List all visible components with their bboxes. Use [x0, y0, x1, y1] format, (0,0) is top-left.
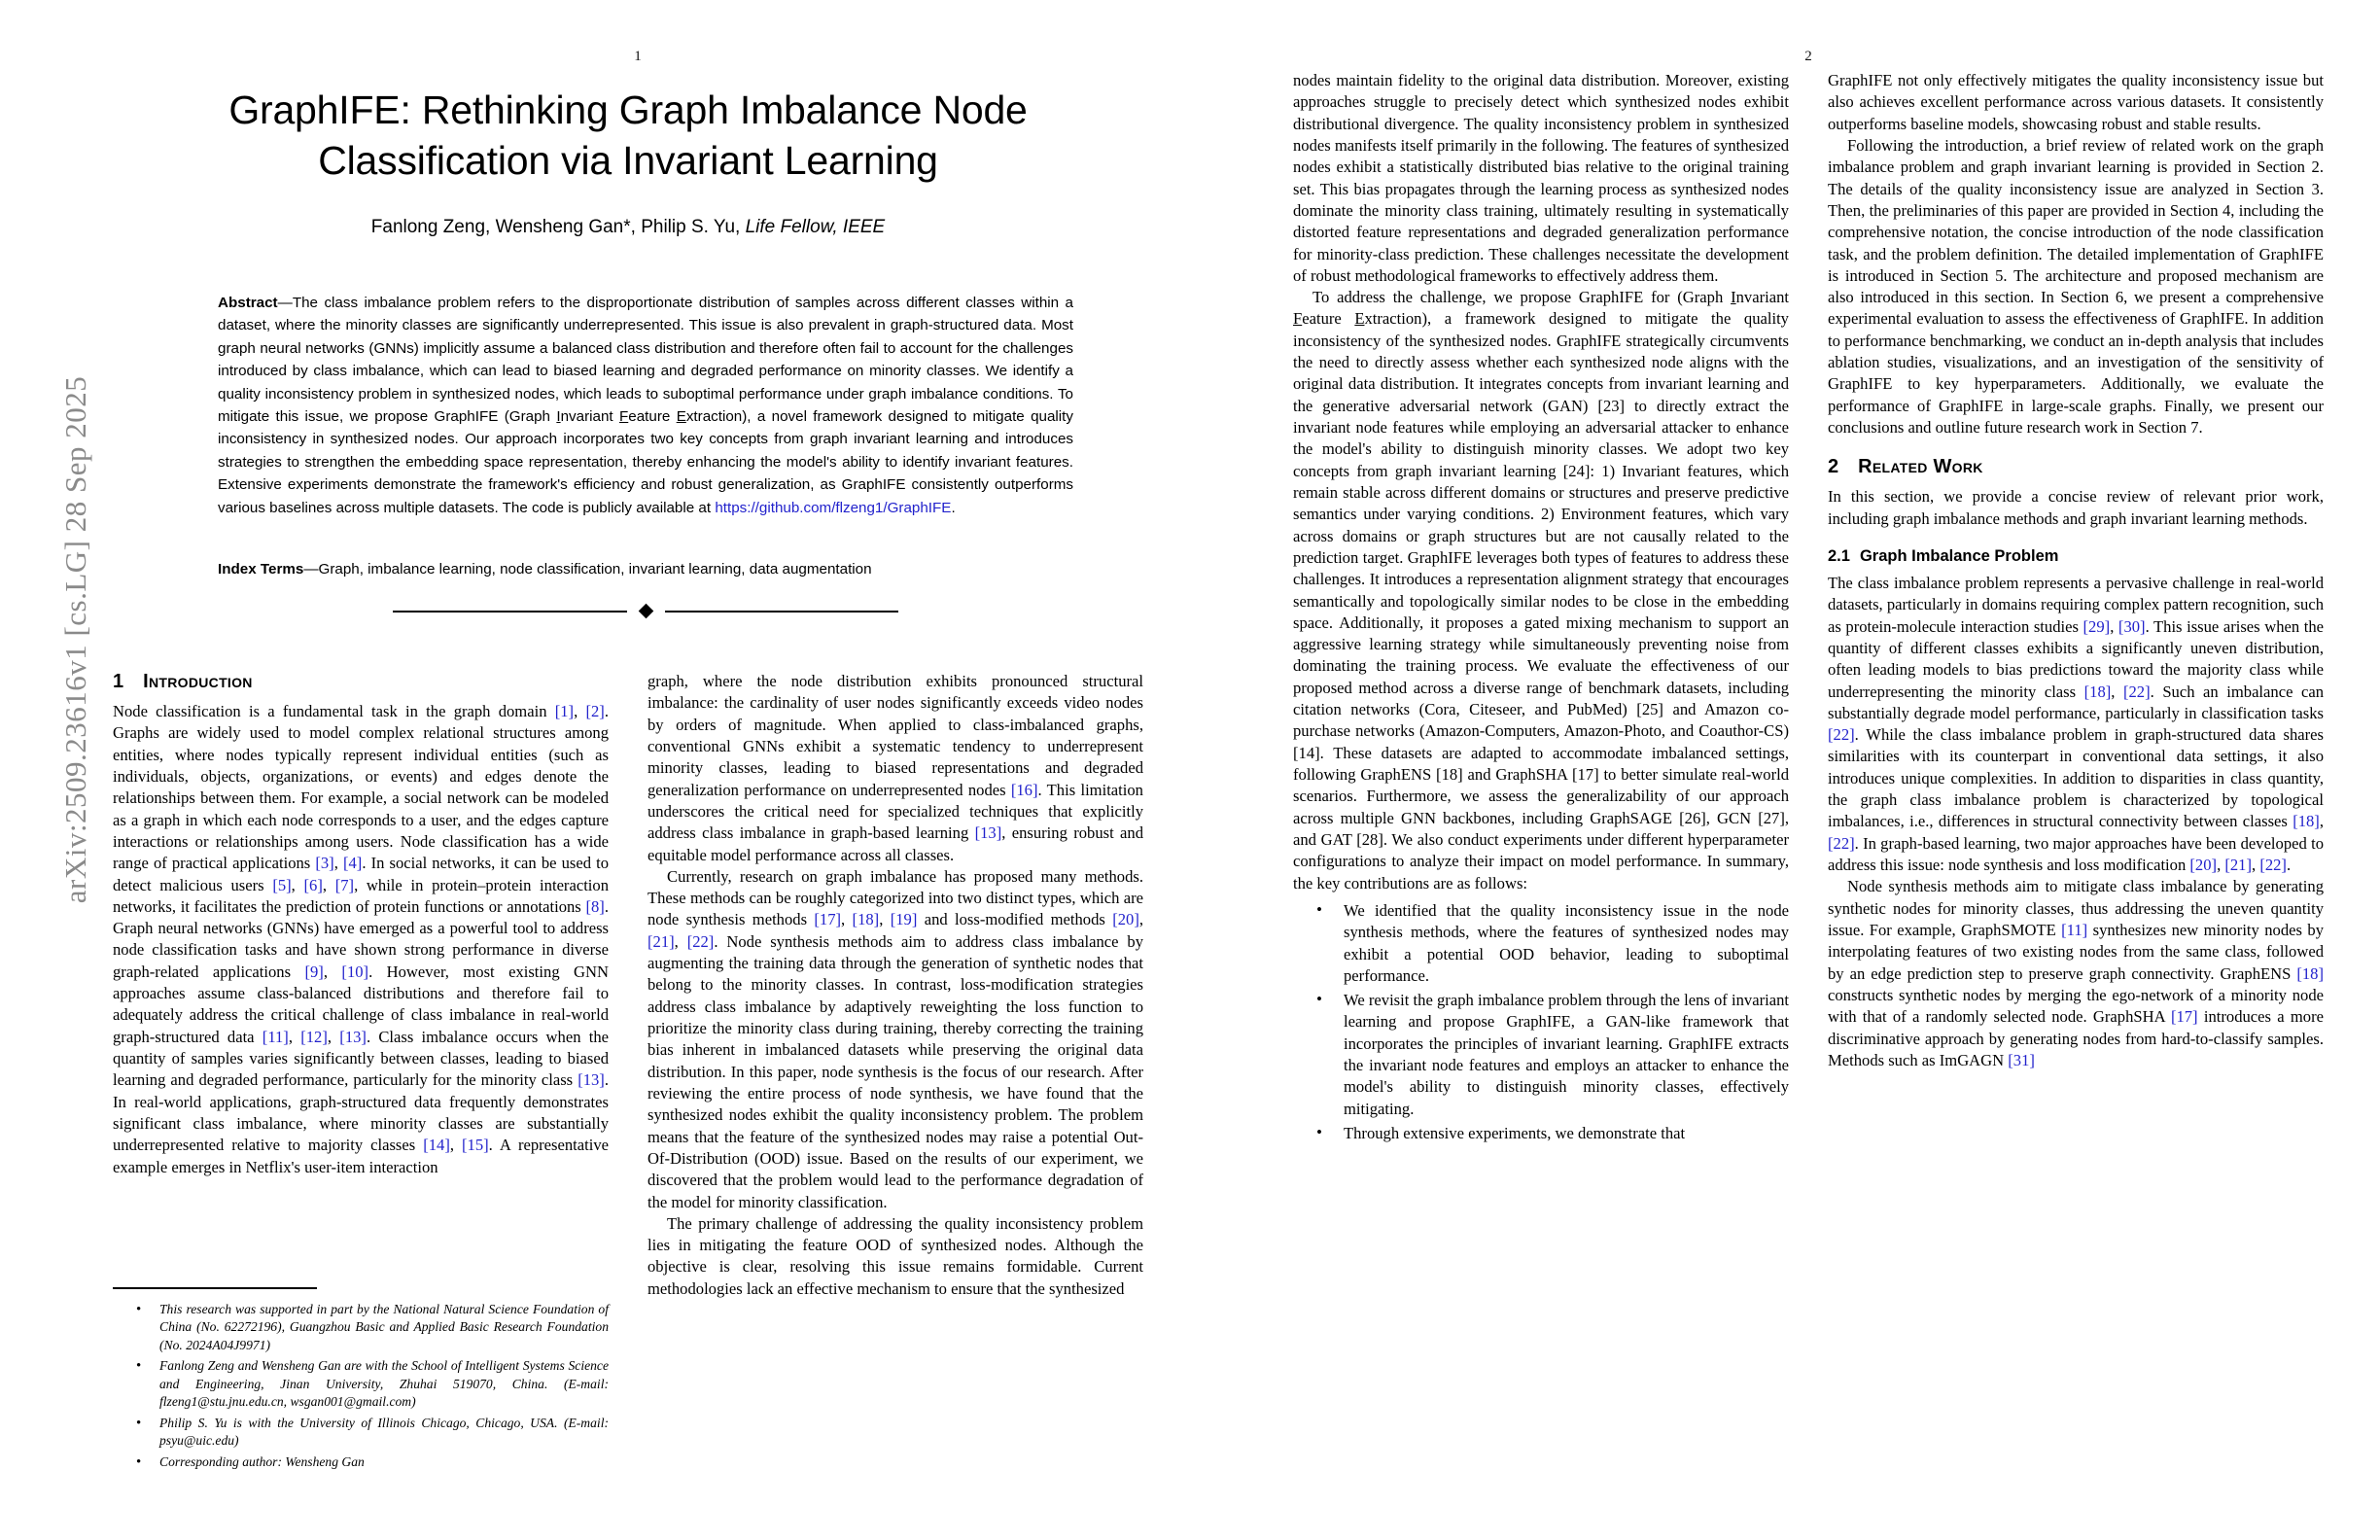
- index-terms: [218, 558, 1073, 580]
- page-number-2: 2: [1804, 49, 1812, 64]
- abstract-underline-f: F: [618, 408, 629, 426]
- abstract-part-4: xtraction), a novel framework designed to mitigate quality inconsistency in synthesized nodes. Our approach incorporates two key concepts from graph invariant learning and introduces strategies to strengthen the embedding space representation, thereby enhancing the model's ability to identify invariant features. Extensive experiments demonstrate the framework's efficiency and robust generalization, as GraphIFE consistently outperforms various baselines across multiple datasets. The code is publicly available at: [218, 408, 1073, 516]
- title-line-2: Classification via Invariant Learning: [318, 137, 938, 183]
- citation-link[interactable]: [12]: [300, 1027, 328, 1046]
- citation-link[interactable]: [2]: [585, 702, 605, 720]
- section-title: Related Work: [1858, 456, 1983, 478]
- paragraph: In this section, we provide a concise review of relevant prior work, including graph imbalance methods and graph invariant learning methods.: [1828, 487, 2324, 528]
- diamond-icon: [638, 604, 653, 619]
- footnote-item: • This research was supported in part by the National Natural Science Foundation of China (No. 62272196), Guangzhou Basic and Applied Basic Research Foundation (No. 2024A04J9971): [159, 1301, 609, 1354]
- paragraph: nodes maintain fidelity to the original data distribution. Moreover, existing approaches struggle to precisely detect which synthesized nodes exhibit distributional divergence. The quality inconsistency problem in synthesized nodes manifests itself primarily in the following. The features of synthesized nodes exhibit a statistically distributed bias relative to the original training set. This bias propagates through the learning process as synthesized nodes dominate the minority class training, ultimately resulting in systematically distorted feature representations and degraded generalization performance for minority-class prediction. These challenges necessitate the development of robust methodological frameworks to effectively address them.: [1293, 71, 1789, 285]
- author-list: [113, 217, 1143, 238]
- subsection-title: Graph Imbalance Problem: [1859, 546, 2059, 565]
- abstract-part-1: —The class imbalance problem refers to the disproportionate distribution of samples across different classes within a dataset, where the minority classes are significantly underrepresented. This issue is also prevalent in graph-structured data. Most graph neural networks (GNNs) implicitly assume a balanced class distribution and therefore often fail to account for the challenges introduced by class imbalance, which can lead to biased learning and degraded performance on minority classes. We identify a quality inconsistency problem in synthesized nodes, which leads to suboptimal performance under graph imbalance conditions. To mitigate this issue, we propose GraphIFE (Graph: [218, 295, 1073, 426]
- section-title: Introduction: [143, 671, 253, 692]
- footnote-rule: [113, 1287, 317, 1288]
- abstract-text: [218, 292, 1073, 519]
- section-heading-introduction: [113, 671, 609, 693]
- footnote-item: • Philip S. Yu is with the University of Illinois Chicago, Chicago, USA. (E-mail: psyu@uic.edu): [159, 1415, 609, 1451]
- list-item: • Through extensive experiments, we demonstrate that: [1344, 1123, 1789, 1144]
- underline-i: I: [1731, 288, 1736, 307]
- citation-link[interactable]: [8]: [585, 896, 605, 916]
- list-item: • We revisit the graph imbalance problem through the lens of invariant learning and propose GraphIFE, a GAN-like framework that incorporates the principles of invariant learning. GraphIFE extracts the invariant node features and employs an attacker to enhance the model's ability to distinguish minority classes, effectively mitigating.: [1344, 990, 1789, 1120]
- citation-link[interactable]: [21]: [648, 931, 675, 951]
- abstract-part-2: nvariant: [560, 408, 619, 426]
- page-1-columns: [113, 671, 1143, 1507]
- citation-link[interactable]: [14]: [423, 1136, 450, 1155]
- citation-link[interactable]: [22]: [1828, 725, 1855, 745]
- abstract-underline-e: E: [676, 408, 686, 426]
- citation-link[interactable]: [31]: [2008, 1050, 2035, 1069]
- citation-link[interactable]: [18]: [852, 910, 880, 929]
- abstract-underline-i: I: [556, 408, 561, 426]
- citation-link[interactable]: [21]: [2224, 856, 2253, 874]
- section-number: 2: [1828, 456, 1839, 478]
- citation-link[interactable]: [17]: [814, 910, 842, 929]
- citation-link[interactable]: [22]: [1828, 833, 1855, 853]
- citation-link[interactable]: [22]: [686, 931, 715, 951]
- citation-link[interactable]: [9]: [304, 962, 324, 981]
- paragraph: Node synthesis methods aim to mitigate class imbalance by generating synthetic nodes for minority classes, thus addressing the uneven quantity issue. For example, GraphSMOTE [11] synthesizes new minority nodes by interpolating features of two existing nodes from the same class, followed by an edge prediction step to preserve graph connectivity. GraphENS [18] constructs synthetic nodes by merging the ego-network of a minority node with that of a randomly selected node. GraphSHA [17] introduces a more discriminative approach by generating nodes from hard-to-classify samples. Methods such as ImGAGN [31]: [1828, 877, 2324, 1069]
- index-terms-label: Index Terms: [218, 561, 304, 578]
- abstract-block: [218, 292, 1073, 616]
- subsection-number: 2.1: [1828, 546, 1850, 565]
- paragraph: Following the introduction, a brief review of related work on the graph imbalance problem and graph invariant learning is provided in Section 2. The details of the quality inconsistency issue are analyzed in Section 3. Then, the preliminaries of this paper are provided in Section 4, including the comprehensive notation, the concise introduction of the node classification task, and the problem definition. The detailed implementation of GraphIFE is introduced in Section 5. The architecture and proposed mechanism are also introduced in this section. In Section 6, we present a comprehensive experimental evaluation to assess the effectiveness of GraphIFE. In addition to performance benchmarking, we conduct an in-depth analysis that includes ablation studies, visualizations, and an investigation of the sensitivity of GraphIFE to key hyperparameters. Additionally, we evaluate the performance of GraphIFE in large-scale graphs. Finally, we present our conclusions and outline future research work in Section 7.: [1828, 135, 2324, 437]
- citation-link[interactable]: [6]: [303, 875, 323, 894]
- paragraph: Node classification is a fundamental task in the graph domain [1], [2]. Graphs are widely used to model complex relational structures among entities, where nodes typically represent individual entities (such as individuals, objects, organizations, or events) and edges denote the relationships between them. For example, a social network can be modeled as a graph in which each node corresponds to a user, and the edges capture interactions or relationships among users. Node classification has a wide range of practical applications [3], [4]. In social networks, it can be used to detect malicious users [5], [6], [7], while in protein–protein interaction networks, it facilitates the prediction of protein functions or annotations [8]. Graph neural networks (GNNs) have emerged as a powerful tool to address node classification tasks and have shown strong performance in diverse graph-related applications [9], [10]. However, most existing GNN approaches assume class-balanced distributions and therefore fail to adequately address the critical challenge of class imbalance in real-world graph-structured data [11], [12], [13]. Class imbalance occurs when the quantity of samples varies significantly between classes, leading to biased learning and degraded performance, particularly for the minority class [13]. In real-world applications, graph-structured data frequently demonstrates significant class imbalance, where minority classes are substantially underrepresented relative to majority classes [14], [15]. A representative example emerges in Netflix's user-item interaction: [113, 702, 610, 1176]
- paragraph-part-4: xtraction), a framework designed to mitigate the quality inconsistency of the synthesized nodes. GraphIFE strategically circumvents the need to directly assess whether each synthesized node aligns with the original data distribution. It integrates concepts from invariant learning and the generative adversarial network (GAN) [23] to directly extract the invariant node features while employing an adversarial attacker to enhance the model's ability to distinguish minority classes. We adopt two key concepts from graph invariant learning [24]: 1) Invariant features, which remain stable across different domains or structures and preserve predictive semantics under varying conditions. 2) Environment features, which vary across domains or graph structures but are not causally related to the prediction target. GraphIFE leverages both types of features to address these challenges. It introduces a representation alignment strategy that encourages semantically and topologically similar nodes to be close in the embedding space. Additionally, it proposes a gated mixing mechanism to support an aggressive learning strategy while simultaneously preventing noise from dominating the training process. We evaluate the effectiveness of our proposed method across a diverse range of benchmark datasets, including citation networks (Cora, Citeseer, and PubMed) [25] and Amazon co-purchase networks (Amazon-Computers, Amazon-Photo, and Coauthor-CS) [14]. These datasets are adapted to accommodate imbalanced settings, following GraphENS [18] and GraphSHA [17] to better simulate real-world scenarios. Furthermore, we assess the generalizability of our approach across multiple GNN backbones, including GraphSAGE [26], GCN [27], and GAT [28]. We also conduct experiments under different hyperparameter configurations to analyze their impact on model performance. In summary, the key contributions are as follows:: [1293, 309, 1789, 892]
- title-block: [113, 86, 1143, 238]
- paragraph: Currently, research on graph imbalance has proposed many methods. These methods can be roughly categorized into two distinct types, which are node synthesis methods [17], [18], [19] and loss-modified methods [20], [21], [22]. Node synthesis methods aim to address class imbalance by augmenting the training data through the generation of synthetic nodes that belong to the minority classes. In contrast, loss-modification strategies address class imbalance by adaptively reweighting the loss function to prioritize the minority class during training, thereby correcting the training bias inherent in imbalanced datasets while preserving the original data distribution. In this paper, node synthesis is the focus of our research. After reviewing the entire process of node synthesis, we have found that the synthesized nodes exhibit the quality inconsistency problem. The problem means that the feature of the synthesized nodes may raise a potential Out-Of-Distribution (OOD) issue. Based on the results of our experiment, we discovered that the problem would lead to the performance degradation of the model for minority classification.: [648, 866, 1144, 1211]
- subsection-heading-graph-imbalance-problem: [1828, 547, 2324, 566]
- citation-link[interactable]: [3]: [315, 854, 334, 873]
- citation-link[interactable]: [22]: [2259, 856, 2287, 874]
- page-2: [1283, 0, 2333, 1540]
- abstract-label: Abstract: [218, 295, 278, 311]
- contributions-list: [1293, 900, 1789, 1144]
- abstract-part-3: eature: [628, 408, 677, 426]
- underline-e: E: [1354, 309, 1365, 329]
- author-fellow-grade: Life Fellow, IEEE: [745, 217, 886, 238]
- abstract-part-5: .: [951, 499, 956, 516]
- page-2-column-1: [1293, 70, 1789, 1509]
- section-number: 1: [113, 671, 124, 692]
- citation-link[interactable]: [16]: [1010, 780, 1038, 799]
- citation-link[interactable]: [30]: [2118, 616, 2146, 636]
- section-heading-related-work: [1828, 456, 2324, 478]
- citation-link[interactable]: [5]: [272, 875, 292, 894]
- paragraph: The primary challenge of addressing the quality inconsistency problem lies in mitigating the feature OOD of synthesized nodes. Although the objective is clear, resolving this issue remains formidable. Current methodologies lack an effective mechanism to ensure that the synthesized: [648, 1213, 1143, 1298]
- index-terms-text: —Graph, imbalance learning, node classification, invariant learning, data augmentation: [303, 561, 872, 578]
- citation-link[interactable]: [1]: [554, 702, 575, 720]
- citation-link[interactable]: [13]: [339, 1027, 367, 1046]
- citation-link[interactable]: [11]: [262, 1027, 289, 1046]
- citation-link[interactable]: [19]: [890, 910, 918, 929]
- section-divider: [393, 606, 898, 616]
- citation-link[interactable]: [18]: [2292, 812, 2320, 831]
- paragraph: The class imbalance problem represents a pervasive challenge in real-world datasets, particularly in domains requiring complex pattern recognition, such as protein-molecule interaction studies [29], [30]. This issue arises when the quantity of different classes exhibits a significantly uneven distribution, often leading models to bias predictions toward the majority class while underrepresenting the minority class [18], [22]. Such an imbalance can substantially degrade model performance, particularly in classification tasks [22]. While the class imbalance problem in graph-structured data shares similarities with its counterpart in conventional data settings, it also introduces unique complexities. In addition to disparities in class quantity, the graph class imbalance problem is characterized by topological imbalances, i.e., differences in structural connectivity between classes [18], [22]. In graph-based learning, two major approaches have been developed to address this issue: node synthesis and loss modification [20], [21], [22].: [1828, 573, 2325, 874]
- page-title: [113, 86, 1143, 186]
- paragraph-part-1: To address the challenge, we propose GraphIFE for (Graph: [1312, 288, 1732, 307]
- citation-link[interactable]: [13]: [974, 823, 1002, 843]
- citation-link[interactable]: [20]: [1112, 910, 1139, 929]
- page-2-columns: [1293, 70, 2324, 1509]
- list-item: • We identified that the quality inconsistency issue in the node synthesis methods, where the features of synthesized nodes may exhibit a potential OOD behavior, leading to suboptimal performance.: [1344, 900, 1789, 987]
- footnote-item: • Fanlong Zeng and Wensheng Gan are with the School of Intelligent Systems Science and Engineering, Jinan University, Zhuhai 519070, China. (E-mail: flzeng1@stu.jnu.edu.cn, wsgan001@gmail.com): [159, 1357, 609, 1411]
- citation-link[interactable]: [18]: [2296, 963, 2324, 983]
- divider-rule-right: [665, 611, 899, 612]
- arxiv-stamp: arXiv:2509.23616v1 [cs.LG] 28 Sep 2025: [58, 375, 92, 904]
- page-2-column-2: [1828, 70, 2324, 1509]
- citation-link[interactable]: [17]: [2170, 1007, 2198, 1027]
- citation-link[interactable]: [18]: [2083, 682, 2112, 701]
- page-1-column-1: [113, 671, 609, 1507]
- footnote-block: [113, 1287, 609, 1474]
- paragraph: graph, where the node distribution exhibits pronounced structural imbalance: the cardinality of user nodes significantly exceeds video nodes by orders of magnitude. When applied to class-imbalanced graphs, conventional GNNs exhibit a systematic tendency to underrepresent minority classes, leading to biased representations and degraded generalization performance on underrepresented nodes [16]. This limitation underscores the critical need for specialized techniques that explicitly address class imbalance in graph-based learning [13], ensuring robust and equitable model performance across all classes.: [648, 672, 1143, 864]
- author-names: Fanlong Zeng, Wensheng Gan*, Philip S. Yu,: [370, 217, 746, 238]
- divider-rule-left: [393, 611, 627, 612]
- footnote-list: [113, 1301, 609, 1471]
- citation-link[interactable]: [15]: [462, 1136, 489, 1155]
- paragraph: [1293, 287, 1789, 894]
- page-1: [93, 0, 1182, 1540]
- paragraph-part-2: nvariant: [1735, 288, 1789, 307]
- page-number-1: 1: [634, 49, 642, 64]
- citation-link[interactable]: [13]: [578, 1070, 605, 1090]
- citation-link[interactable]: [20]: [2189, 856, 2218, 874]
- page-1-column-2: [648, 671, 1143, 1507]
- citation-link[interactable]: [10]: [341, 962, 369, 981]
- github-repo-link[interactable]: https://github.com/flzeng1/GraphIFE: [715, 499, 952, 516]
- citation-link[interactable]: [4]: [342, 854, 363, 873]
- citation-link[interactable]: [11]: [2061, 920, 2088, 939]
- paragraph-part-3: eature: [1302, 309, 1355, 329]
- citation-link[interactable]: [7]: [334, 875, 355, 894]
- citation-link[interactable]: [22]: [2122, 682, 2151, 701]
- title-line-1: GraphIFE: Rethinking Graph Imbalance Node: [228, 88, 1028, 132]
- underline-f: F: [1293, 309, 1303, 329]
- footnote-item: • Corresponding author: Wensheng Gan: [159, 1453, 609, 1471]
- citation-link[interactable]: [29]: [2082, 616, 2111, 636]
- paragraph: GraphIFE not only effectively mitigates the quality inconsistency issue but also achieves excellent performance across various datasets. It consistently outperforms baseline models, showcasing robust and stable results.: [1828, 71, 2324, 133]
